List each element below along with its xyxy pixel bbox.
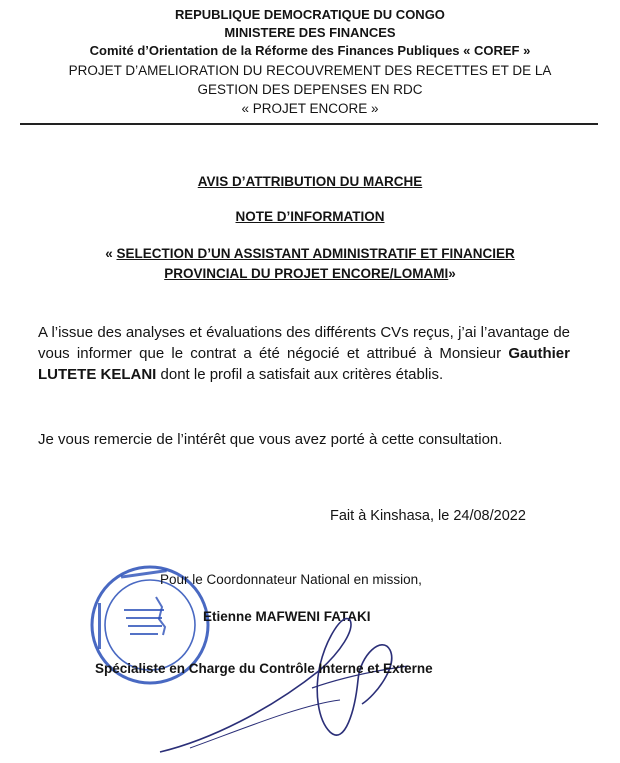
on-behalf-line: Pour le Coordonnateur National en mission, — [160, 572, 422, 587]
project-short-name: « PROJET ENCORE » — [241, 101, 379, 116]
thanks-paragraph: Je vous remercie de l’intérêt que vous avez porté à cette consultation. — [38, 431, 503, 448]
committee-name: Comité d’Orientation de la Réforme des Finances Publiques « COREF » — [89, 43, 531, 58]
notice-title: AVIS D’ATTRIBUTION DU MARCHE — [197, 174, 423, 189]
close-quote: » — [448, 266, 456, 281]
open-quote: « — [105, 246, 117, 261]
header-divider — [20, 123, 598, 125]
subject-text-2: PROVINCIAL DU PROJET ENCORE/LOMAMI — [164, 266, 449, 281]
project-line-2: GESTION DES DEPENSES EN RDC — [197, 82, 423, 97]
award-text-prefix: A l’issue des analyses et évaluations des différents CVs reçus, j’ai l’avantage de vous informer que le contrat a été négocié et attribué à Monsieur — [38, 324, 570, 362]
award-paragraph — [38, 322, 570, 385]
ministry-name: MINISTERE DES FINANCES — [224, 25, 396, 40]
subject-text-1: SELECTION D’UN ASSISTANT ADMINISTRATIF ET FINANCIER — [116, 246, 515, 261]
project-line-1: PROJET D’AMELIORATION DU RECOUVREMENT DES RECETTES ET DE LA — [68, 63, 552, 78]
subject-line-1 — [0, 246, 620, 261]
subject-line-2 — [0, 266, 620, 281]
award-text-suffix: dont le profil a satisfait aux critères établis. — [156, 366, 444, 383]
note-title: NOTE D’INFORMATION — [235, 209, 385, 224]
signatory-name: Etienne MAFWENI FATAKI — [203, 609, 371, 624]
signatory-title: Spécialiste en Charge du Contrôle Interne et Externe — [95, 661, 433, 676]
handwritten-signature — [150, 600, 430, 760]
country-name: REPUBLIQUE DEMOCRATIQUE DU CONGO — [175, 7, 445, 22]
winner-name: Gauthier LUTETE KELANI — [38, 345, 570, 383]
place-date: Fait à Kinshasa, le 24/08/2022 — [330, 508, 526, 524]
